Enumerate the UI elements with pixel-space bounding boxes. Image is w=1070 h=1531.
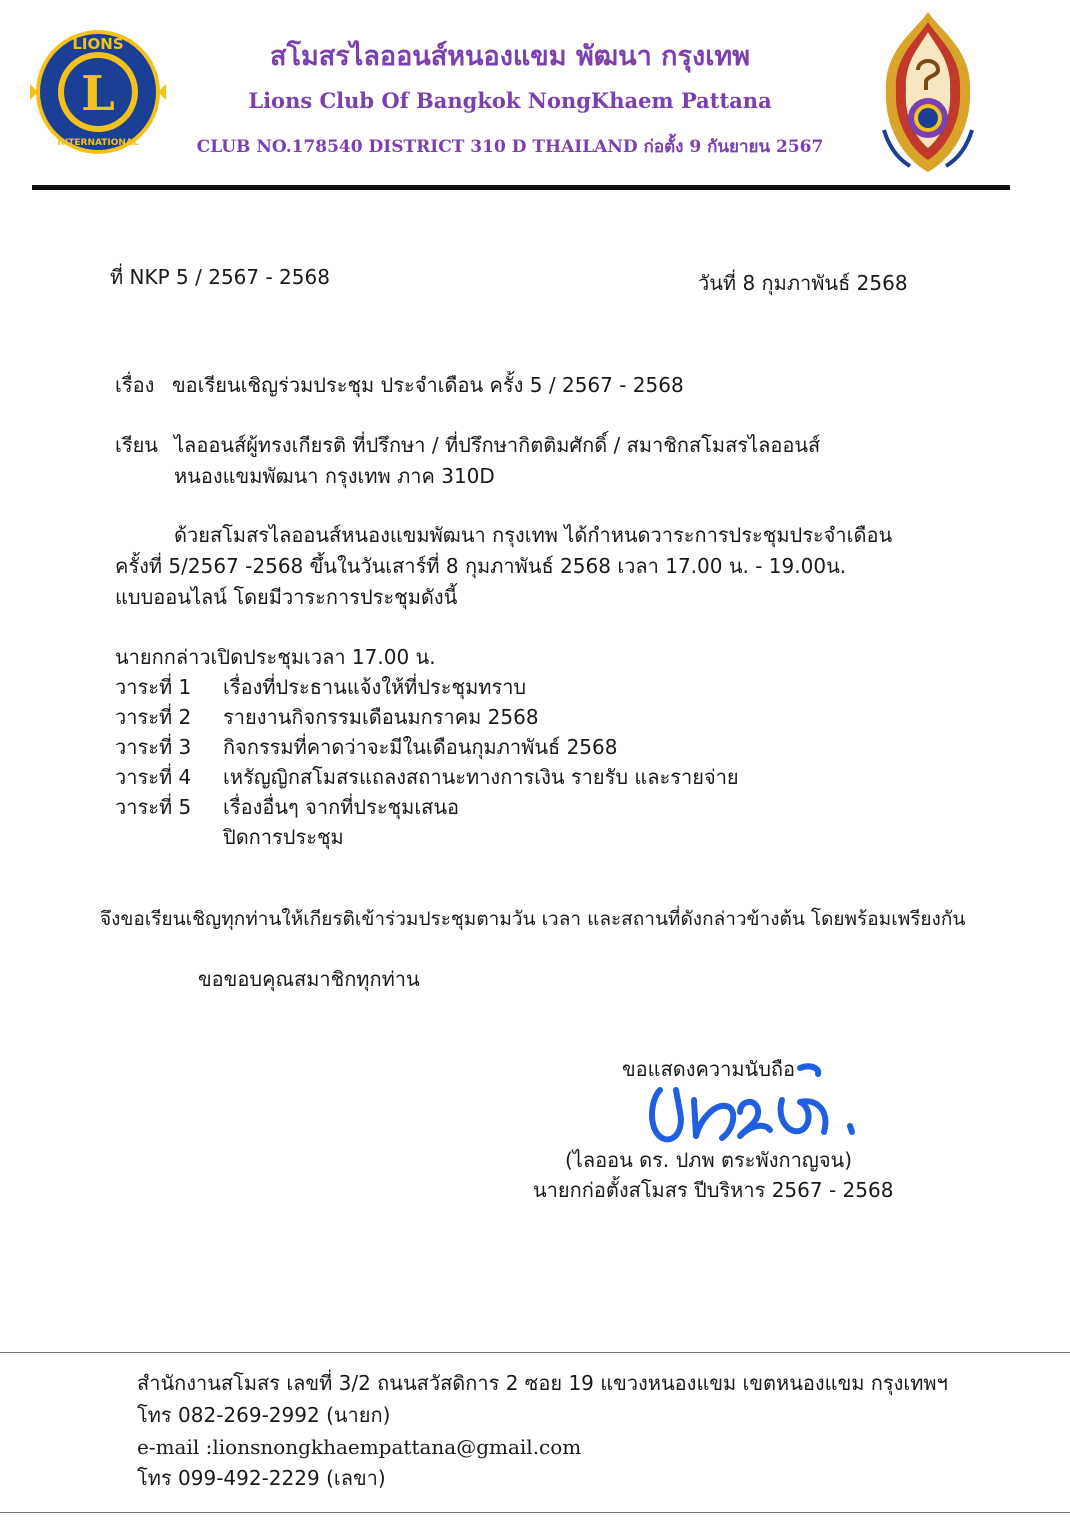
- agenda-item-text: เหรัญญิกสโมสรแถลงสถานะทางการเงิน รายรับ และรายจ่าย: [223, 765, 739, 789]
- logo-letter: L: [81, 66, 115, 122]
- agenda-item-text: กิจกรรมที่คาดว่าจะมีในเดือนกุมภาพันธ์ 2568: [223, 735, 618, 759]
- club-name-english: Lions Club Of Bangkok NongKhaem Pattana: [248, 88, 772, 113]
- header-divider: [32, 185, 1010, 190]
- agenda-item: [115, 702, 539, 732]
- logo-bottom-text: INTERNATIONAL: [57, 138, 139, 148]
- body-line-3: แบบออนไลน์ โดยมีวาระการประชุมดังนี้: [115, 585, 458, 609]
- letter-date: วันที่ 8 กุมภาพันธ์ 2568: [698, 271, 908, 295]
- agenda-item-label: วาระที่ 4: [115, 765, 192, 789]
- opening-statement: นายกกล่าวเปิดประชุมเวลา 17.00 น.: [115, 645, 436, 669]
- recipient-label: เรียน: [115, 433, 158, 457]
- body-line-1: ด้วยสโมสรไลออนส์หนองแขมพัฒนา กรุงเทพ ได้กำหนดวาระการประชุมประจำเดือน: [174, 523, 893, 547]
- signatory-name: (ไลออน ดร. ปภพ ตระพังกาญจน): [565, 1148, 853, 1172]
- subject-text: ขอเรียนเชิญร่วมประชุม ประจำเดือน ครั้ง 5 / 2567 - 2568: [172, 373, 684, 397]
- regards-line: ขอแสดงความนับถือ: [622, 1057, 796, 1081]
- agenda-item: [115, 792, 459, 822]
- body-line-2: ครั้งที่ 5/2567 -2568 ขึ้นในวันเสาร์ที่ 8 กุมภาพันธ์ 2568 เวลา 17.00 น. - 19.00น.: [115, 554, 847, 578]
- reference-number: ที่ NKP 5 / 2567 - 2568: [110, 265, 330, 289]
- agenda-item-label: วาระที่ 5: [115, 795, 192, 819]
- recipient-line-2: หนองแขมพัฒนา กรุงเทพ ภาค 310D: [174, 464, 495, 488]
- thanks-line: ขอขอบคุณสมาชิกทุกท่าน: [198, 967, 420, 991]
- signatory-title: นายกก่อตั้งสโมสร ปีบริหาร 2567 - 2568: [533, 1178, 894, 1202]
- president-phone: โทร 082-269-2992 (นายก): [137, 1403, 391, 1427]
- club-name-thai: สโมสรไลออนส์หนองแขม พัฒนา กรุงเทพ: [269, 41, 751, 72]
- lions-international-logo: [30, 24, 166, 160]
- agenda-item-label: วาระที่ 3: [115, 735, 192, 759]
- recipient-line-1: ไลออนส์ผู้ทรงเกียรติ ที่ปรึกษา / ที่ปรึกษากิตติมศักดิ์ / สมาชิกสโมสรไลออนส์: [174, 433, 821, 457]
- secretary-phone: โทร 099-492-2229 (เลขา): [137, 1466, 386, 1490]
- office-address: สำนักงานสโมสร เลขที่ 3/2 ถนนสวัสดิการ 2 ซอย 19 แขวงหนองแขม เขตหนองแขม กรุงเทพฯ: [137, 1371, 948, 1395]
- agenda-item: [115, 672, 526, 702]
- agenda-item-text: เรื่องที่ประธานแจ้งให้ที่ประชุมทราบ: [223, 675, 527, 699]
- agenda-item-text: เรื่องอื่นๆ จากที่ประชุมเสนอ: [223, 795, 460, 819]
- agenda-item-label: วาระที่ 2: [115, 705, 192, 729]
- agenda-item: [115, 732, 617, 762]
- agenda-item-label: วาระที่ 1: [115, 675, 192, 699]
- contact-email: e-mail :lionsnongkhaempattana@gmail.com: [137, 1435, 582, 1459]
- agenda-item: [115, 762, 739, 792]
- club-number-info: CLUB NO.178540 DISTRICT 310 D THAILAND ก่อตั้ง 9 กันยายน 2567: [196, 137, 824, 157]
- subject-label: เรื่อง: [115, 373, 155, 397]
- thai-style-crest-logo: [880, 10, 976, 174]
- footer-bottom-divider: [0, 1512, 1070, 1513]
- agenda-item-text: รายงานกิจกรรมเดือนมกราคม 2568: [223, 705, 539, 729]
- footer-top-divider: [0, 1352, 1070, 1353]
- agenda-closing: ปิดการประชุม: [223, 825, 344, 849]
- invitation-line: จึงขอเรียนเชิญทุกท่านให้เกียรติเข้าร่วมประชุมตามวัน เวลา และสถานที่ดังกล่าวข้างต้น โดยพร้อมเพรียงกัน: [100, 908, 966, 930]
- logo-top-text: LIONS: [72, 35, 124, 53]
